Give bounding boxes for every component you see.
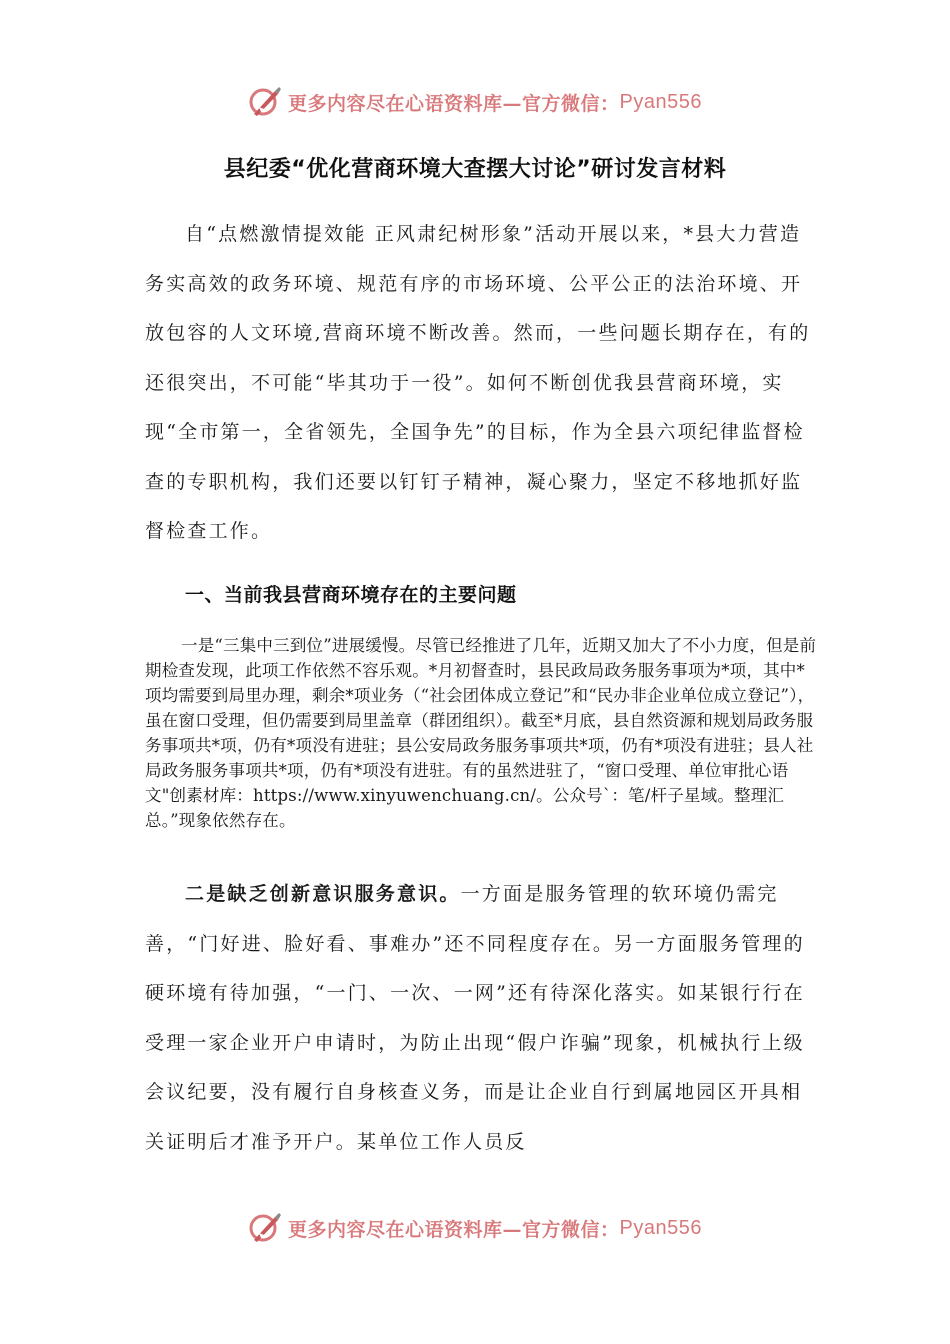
point-2-lead: 二是缺乏创新意识服务意识。 [185,883,461,905]
footer-watermark-banner [0,1206,950,1250]
pen-logo-icon [248,1211,282,1245]
point-2-body: 一方面是服务管理的软环境仍需完善，“门好进、脸好看、事难办”还不同程度存在。另一方面服务管理的硬环境有待加强，“一门、一次、一网”还有待深化落实。如某银行行在受理一家企业开户申请时，为防止出现“假户诈骗”现象，机械执行上级会议纪要，没有履行自身核查义务，而是让企业自行到属地园区开具相关证明后才准予开户。某单位工作人员反 [145,883,805,1153]
watermark-text: 更多内容尽在心语资料库—官方微信： [288,92,620,115]
watermark-wechat-id: Pyan556 [619,1216,702,1239]
intro-paragraph: 自“点燃激情提效能 正风肃纪树形象”活动开展以来，*县大力营造务实高效的政务环境、规范有序的市场环境、公平公正的法治环境、开放包容的人文环境,营商环境不断改善。然而，一些问题长期存在，有的还很突出，不可能“毕其功于一役”。如何不断创优我县营商环境，实现“全市第一，全省领先，全国争先”的目标，作为全县六项纪律监督检查的专职机构，我们还要以钉钉子精神，凝心聚力，坚定不移地抓好监督检查工作。 [145,223,811,542]
pen-logo-icon [248,85,282,119]
header-watermark-banner [0,80,950,124]
document-title: 县纪委“优化营商环境大查摆大讨论”研讨发言材料 [223,157,727,182]
point-2-paragraph [145,870,821,1167]
section-heading-1: 一、当前我县营商环境存在的主要问题 [185,584,517,606]
watermark-text: 更多内容尽在心语资料库—官方微信： [288,1218,620,1241]
watermark-wechat-id: Pyan556 [619,90,702,113]
point-1-paragraph: 一是“三集中三到位”进展缓慢。尽管已经推进了几年，近期又加大了不小力度，但是前期检查发现，此项工作依然不容乐观。*月初督查时，县民政局政务服务事项为*项，其中*项均需要到局里办理，剩余*项业务（“社会团体成立登记”和“民办非企业单位成立登记”），虽在窗口受理，但仍需要到局里盖章（群团组织）。截至*月底，县自然资源和规划局政务服务事项共*项，仍有*项没有进驻；县公安局政务服务事项共*项，仍有*项没有进驻；县人社局政务服务事项共*项，仍有*项没有进驻。有的虽然进驻了，“窗口受理、单位审批心语文"创素材库：https://www.xinyuwenchuang.cn/。公众号`：笔/杆子星域。整理汇总。”现象依然存在。 [145,636,817,830]
